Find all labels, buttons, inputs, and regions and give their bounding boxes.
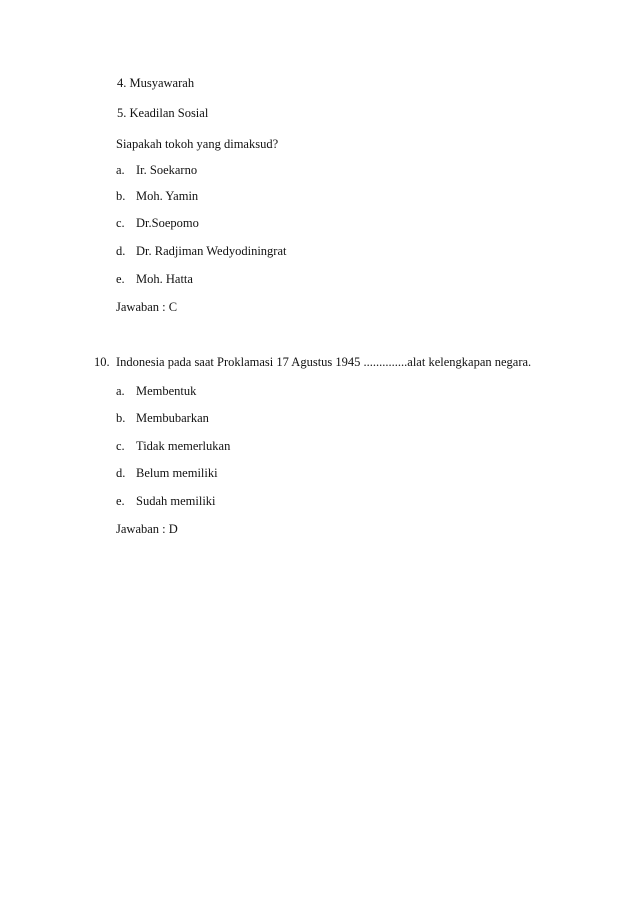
question-10 bbox=[94, 354, 531, 370]
option-letter: a. bbox=[116, 384, 125, 398]
option-text: Dr. Radjiman Wedyodiningrat bbox=[136, 244, 287, 258]
answer-key: Jawaban : D bbox=[116, 522, 178, 536]
answer-option bbox=[116, 410, 209, 426]
option-text: Tidak memerlukan bbox=[136, 439, 231, 453]
option-letter: a. bbox=[116, 163, 125, 177]
answer-option bbox=[116, 162, 197, 178]
answer-option bbox=[116, 493, 216, 509]
list-item bbox=[117, 105, 208, 121]
question-number: 10. bbox=[94, 355, 110, 369]
list-item bbox=[117, 75, 194, 91]
option-letter: c. bbox=[116, 439, 125, 453]
option-text: Sudah memiliki bbox=[136, 494, 216, 508]
option-text: Dr.Soepomo bbox=[136, 216, 199, 230]
option-text: Ir. Soekarno bbox=[136, 163, 198, 177]
option-text: Moh. Yamin bbox=[136, 189, 199, 203]
answer-option bbox=[116, 215, 199, 231]
answer-option bbox=[116, 188, 198, 204]
option-letter: b. bbox=[116, 411, 126, 425]
question-prompt: Siapakah tokoh yang dimaksud? bbox=[116, 137, 279, 151]
option-text: Belum memiliki bbox=[136, 466, 218, 480]
option-text: Moh. Hatta bbox=[136, 272, 193, 286]
list-item-text: Keadilan Sosial bbox=[129, 106, 209, 120]
answer-option bbox=[116, 271, 193, 287]
option-letter: c. bbox=[116, 216, 125, 230]
answer-option bbox=[116, 243, 286, 259]
question-text: Indonesia pada saat Proklamasi 17 Agustus 1945 ..............alat kelengkapan negara. bbox=[116, 355, 532, 369]
option-letter: d. bbox=[116, 466, 126, 480]
option-letter: e. bbox=[116, 494, 125, 508]
answer-option bbox=[116, 438, 230, 454]
answer-option bbox=[116, 465, 218, 481]
list-item-number: 4. bbox=[117, 76, 127, 90]
answer-option bbox=[116, 383, 196, 399]
list-item-text: Musyawarah bbox=[129, 76, 195, 90]
option-letter: d. bbox=[116, 244, 126, 258]
option-text: Membentuk bbox=[136, 384, 197, 398]
option-text: Membubarkan bbox=[136, 411, 209, 425]
answer-key: Jawaban : C bbox=[116, 300, 178, 314]
option-letter: b. bbox=[116, 189, 126, 203]
list-item-number: 5. bbox=[117, 106, 127, 120]
option-letter: e. bbox=[116, 272, 125, 286]
